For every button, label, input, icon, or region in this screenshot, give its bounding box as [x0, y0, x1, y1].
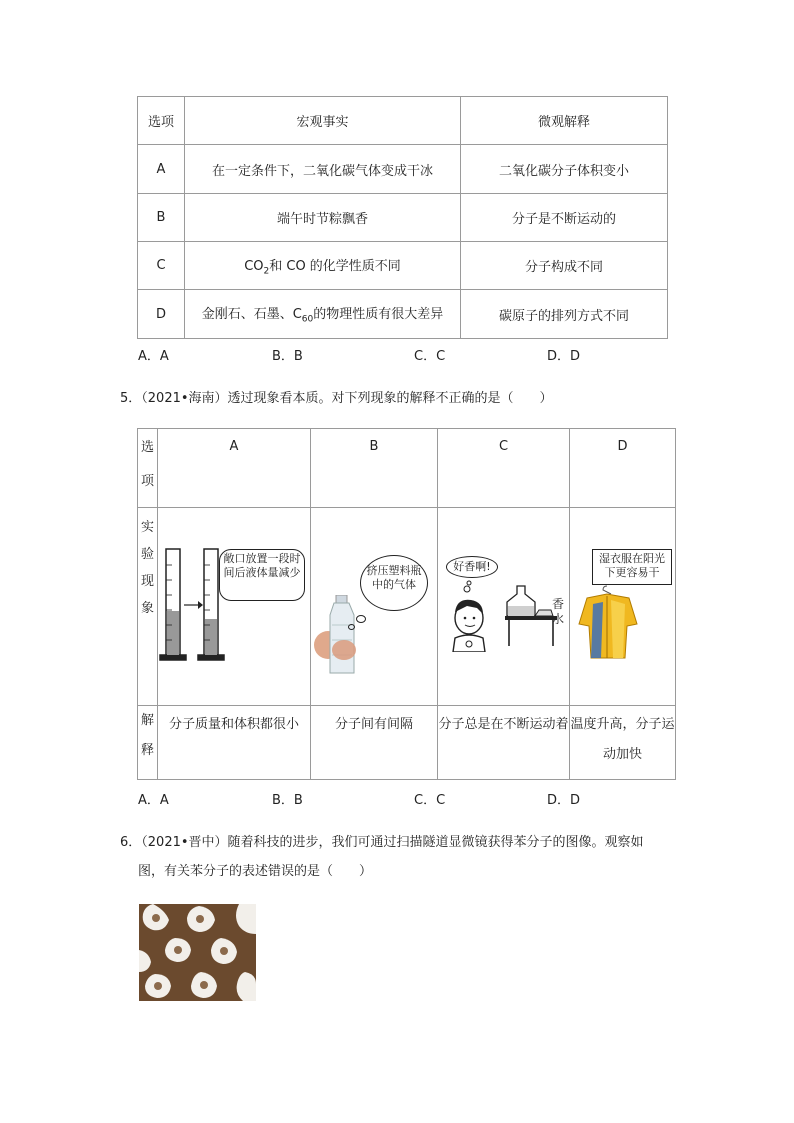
- bottle-squeeze-illustration: [314, 595, 364, 677]
- row-label-explain: 解释: [138, 706, 158, 780]
- explain-b: 分子间有间隔: [311, 706, 438, 780]
- row-option: C: [138, 242, 185, 290]
- col-header-c: C: [438, 429, 570, 508]
- option-a[interactable]: A．A: [138, 793, 169, 808]
- col-header-b: B: [311, 429, 438, 508]
- option-b[interactable]: B．B: [272, 349, 303, 364]
- explain-a: 分子质量和体积都很小: [158, 706, 311, 780]
- row-label-option: 选项: [138, 429, 158, 508]
- row-fact: $CO_2$和 CO 的化学性质不同: [185, 242, 461, 290]
- question-6-line1: 6．（2021•晋中）随着科技的进步，我们可通过扫描隧道显微镜获得苯分子的图像。观察如: [120, 835, 644, 850]
- header-fact: 宏观事实: [185, 97, 461, 145]
- question-5-text: 5．（2021•海南）透过现象看本质。对下列现象的解释不正确的是（ ）: [120, 391, 553, 406]
- perfume-label: 香水: [552, 597, 565, 626]
- thought-dot: [348, 624, 355, 630]
- row-label-phenomenon: 实验现象: [138, 508, 158, 706]
- caption-box-d: 湿衣服在阳光下更容易干: [592, 549, 672, 585]
- header-explain: 微观解释: [461, 97, 668, 145]
- arrow-icon: [198, 601, 203, 609]
- benzene-stm-image: [139, 904, 256, 1001]
- row-fact: 在一定条件下，二氧化碳气体变成干冰: [185, 145, 461, 194]
- perfume-illustration: [447, 580, 563, 652]
- option-b[interactable]: B．B: [272, 793, 303, 808]
- speech-bubble-a: 敞口放置一段时间后液体量减少: [219, 549, 305, 601]
- option-c[interactable]: C．C: [414, 349, 446, 364]
- col-header-d: D: [570, 429, 676, 508]
- thought-dot: [356, 615, 366, 623]
- clothes-illustration: [577, 584, 639, 660]
- explain-d: 温度升高，分子运动加快: [570, 706, 676, 780]
- table-macro-micro: [137, 96, 668, 339]
- row-explain: 碳原子的排列方式不同: [461, 290, 668, 339]
- row-option: D: [138, 290, 185, 339]
- answer-options-q4: [138, 345, 638, 363]
- option-d[interactable]: D．D: [547, 349, 581, 364]
- thought-bubble-b: 挤压塑料瓶中的气体: [360, 555, 428, 611]
- row-option: B: [138, 194, 185, 242]
- row-option: A: [138, 145, 185, 194]
- option-c[interactable]: C．C: [414, 793, 446, 808]
- option-d[interactable]: D．D: [547, 793, 581, 808]
- cylinders-illustration: [158, 545, 228, 663]
- row-explain: 二氧化碳分子体积变小: [461, 145, 668, 194]
- answer-options-q5: [138, 789, 638, 807]
- question-6-line2: 图，有关苯分子的表述错误的是（ ）: [138, 864, 373, 879]
- row-explain: 分子构成不同: [461, 242, 668, 290]
- row-fact: 金刚石、石墨、$C_{60}$的物理性质有很大差异: [185, 290, 461, 339]
- col-header-a: A: [158, 429, 311, 508]
- option-a[interactable]: A．A: [138, 349, 169, 364]
- row-fact: 端午时节粽飘香: [185, 194, 461, 242]
- speech-bubble-c: 好香啊!: [446, 556, 498, 578]
- header-option: 选项: [138, 97, 185, 145]
- explain-c: 分子总是在不断运动着: [438, 706, 570, 780]
- row-explain: 分子是不断运动的: [461, 194, 668, 242]
